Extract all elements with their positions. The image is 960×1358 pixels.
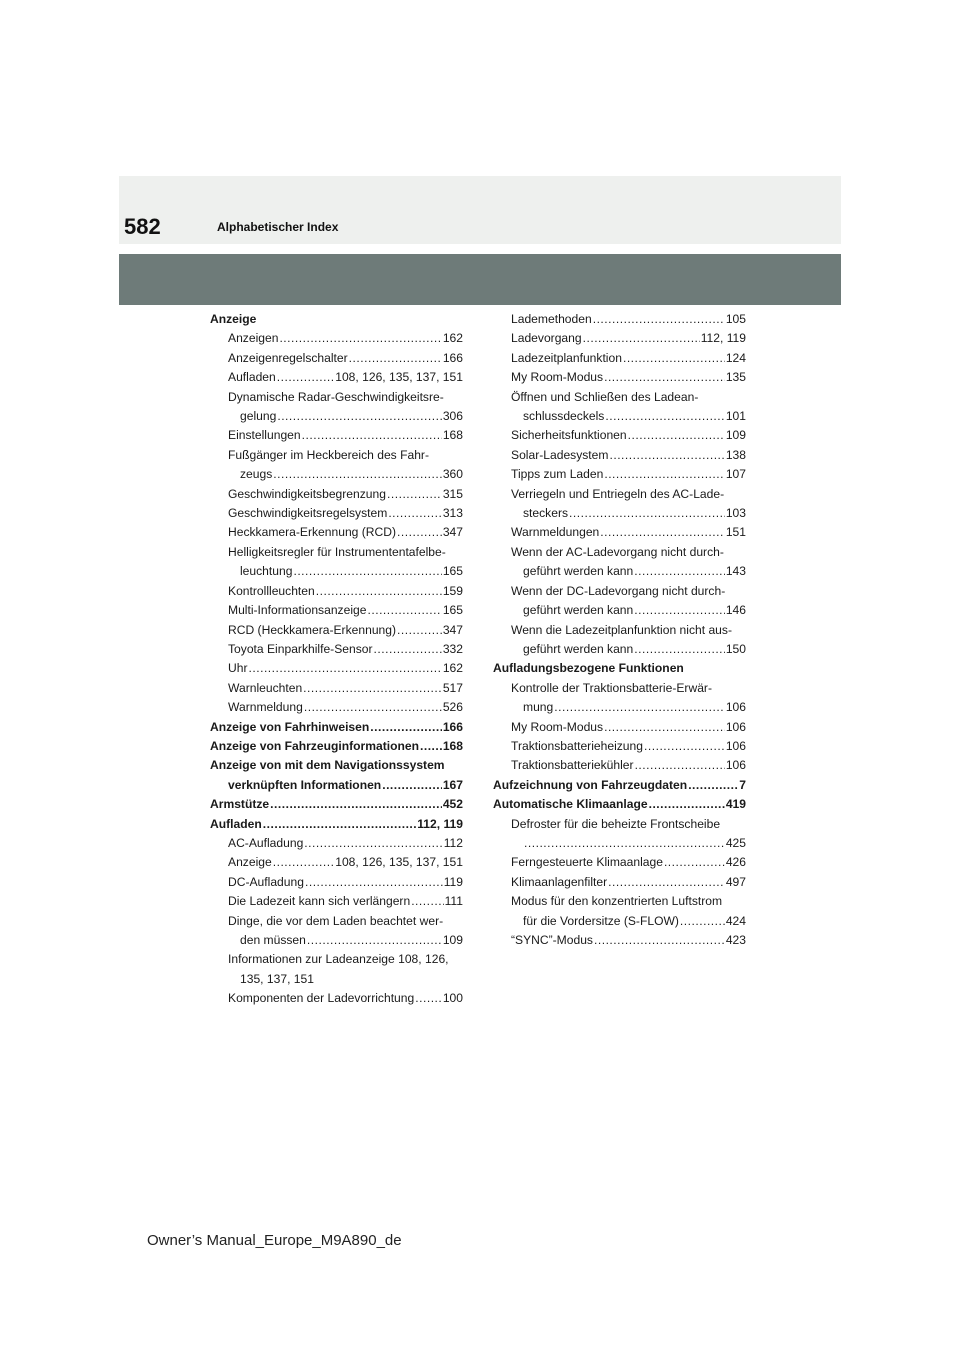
index-main-entry (210, 718, 463, 737)
footer-document-id: Owner’s Manual_Europe_M9A890_de (147, 1232, 402, 1249)
dot-leader (415, 989, 442, 1008)
dot-leader (635, 756, 725, 775)
index-sub-entry (210, 873, 463, 892)
index-sub-entry (210, 388, 463, 407)
entry-text: gelung (240, 409, 277, 424)
dot-leader (349, 349, 442, 368)
entry-text: leuchtung (240, 564, 293, 579)
dot-leader (524, 834, 725, 853)
entry-text: Anzeige von Fahrzeuginformationen (210, 738, 419, 753)
index-sub-entry (493, 698, 746, 717)
index-sub-entry (210, 349, 463, 368)
dot-leader (680, 912, 725, 931)
index-sub-entry (493, 873, 746, 892)
dot-leader (367, 601, 441, 620)
entry-text: Sicherheitsfunktionen (511, 428, 627, 443)
section-title: Alphabetischer Index (217, 220, 339, 234)
dot-leader (634, 601, 725, 620)
index-sub-entry (210, 407, 463, 426)
dot-leader (594, 931, 725, 950)
entry-page-ref: 146 (725, 603, 746, 618)
dot-leader (664, 853, 725, 872)
entry-page-ref: 111 (444, 894, 463, 909)
entry-text: Öffnen und Schließen des Ladean- (511, 389, 699, 404)
entry-page-ref: 108, 126, 135, 137, 151 (335, 855, 463, 870)
index-sub-entry (210, 446, 463, 465)
entry-page-ref: 526 (442, 700, 463, 715)
entry-page-ref: 347 (442, 622, 463, 637)
entry-text: RCD (Heckkamera-Erkennung) (228, 622, 397, 637)
entry-page-ref: 315 (442, 486, 463, 501)
entry-page-ref: 109 (725, 428, 746, 443)
index-sub-entry (493, 523, 746, 542)
entry-text: Defroster für die beheizte Frontscheibe (511, 816, 721, 831)
index-column-right (493, 310, 746, 950)
entry-text: Wenn der DC-Ladevorgang nicht durch- (511, 583, 726, 598)
entry-page-ref: 313 (442, 506, 463, 521)
entry-page-ref: 332 (442, 641, 463, 656)
index-sub-entry (210, 970, 463, 989)
index-main-entry (493, 659, 746, 678)
entry-text: verknüpften Informationen (228, 777, 382, 792)
index-sub-entry (493, 349, 746, 368)
dot-leader (688, 776, 738, 795)
entry-text: Warnmeldungen (511, 525, 600, 540)
dot-leader (411, 892, 443, 911)
entry-text: Ladevorgang (511, 331, 582, 346)
dot-leader (608, 873, 725, 892)
index-sub-entry (210, 640, 463, 659)
entry-page-ref: 119 (443, 874, 463, 889)
index-sub-entry (493, 543, 746, 562)
dot-leader (604, 368, 725, 387)
index-sub-entry (210, 562, 463, 581)
index-column-left (210, 310, 463, 1009)
index-sub-entry (493, 388, 746, 407)
dot-leader (387, 485, 442, 504)
dot-leader (605, 407, 724, 426)
entry-text: geführt werden kann (523, 641, 634, 656)
entry-page-ref: 423 (725, 933, 746, 947)
entry-page-ref: 165 (442, 564, 463, 579)
index-sub-entry (493, 485, 746, 504)
dot-leader (277, 407, 441, 426)
dot-leader (249, 659, 442, 678)
dot-leader (420, 737, 442, 756)
entry-page-ref: 151 (725, 525, 746, 540)
entry-text: Armstütze (210, 797, 270, 812)
dot-leader (382, 776, 442, 795)
index-sub-entry (493, 912, 746, 931)
index-sub-entry (210, 892, 463, 911)
entry-text: Informationen zur Ladeanzeige 108, 126, (228, 952, 449, 967)
entry-text: mung (523, 700, 554, 715)
dot-leader (304, 834, 442, 853)
index-sub-entry (493, 834, 746, 853)
index-sub-entry (210, 621, 463, 640)
entry-text: Dinge, die vor dem Laden beachtet wer- (228, 913, 444, 928)
dot-leader (307, 931, 442, 950)
dot-leader (600, 523, 725, 542)
dot-leader (593, 310, 725, 329)
entry-page-ref: 143 (725, 564, 746, 579)
entry-text: geführt werden kann (523, 564, 634, 579)
entry-text: Lademethoden (511, 312, 592, 326)
index-sub-entry (210, 601, 463, 620)
entry-text: Toyota Einparkhilfe-Sensor (228, 641, 373, 656)
entry-text: Traktionsbatterieheizung (511, 738, 643, 753)
entry-text: Anzeige (228, 855, 272, 870)
entry-text: Uhr (228, 661, 248, 676)
index-sub-entry (493, 621, 746, 640)
entry-page-ref: 135 (725, 370, 746, 385)
index-sub-entry (493, 426, 746, 445)
entry-text: Klimaanlagenfilter (511, 874, 608, 889)
index-sub-entry (210, 523, 463, 542)
index-sub-entry (210, 912, 463, 931)
entry-text: Helligkeitsregler für Instrumententafelbe- (228, 544, 446, 559)
entry-text: zeugs (240, 467, 273, 482)
entry-page-ref: 166 (442, 350, 463, 365)
entry-page-ref: 419 (725, 797, 746, 812)
index-sub-entry (210, 776, 463, 795)
index-sub-entry (493, 582, 746, 601)
dot-leader (397, 523, 442, 542)
entry-page-ref: 7 (739, 777, 746, 792)
entry-text: My Room-Modus (511, 370, 604, 385)
entry-text: Ferngesteuerte Klimaanlage (511, 855, 663, 870)
dot-leader (370, 718, 442, 737)
entry-text: Heckkamera-Erkennung (RCD) (228, 525, 397, 540)
entry-text: Solar-Ladesystem (511, 447, 609, 462)
entry-text: Traktionsbatteriekühler (511, 758, 634, 773)
index-sub-entry (493, 931, 746, 950)
entry-text: Anzeige (210, 312, 257, 326)
entry-text: Aufzeichnung von Fahrzeugdaten (493, 777, 688, 792)
dot-leader (305, 873, 443, 892)
entry-text: My Room-Modus (511, 719, 604, 734)
dot-leader (304, 698, 442, 717)
entry-page-ref: 424 (725, 913, 746, 928)
index-sub-entry (493, 329, 746, 348)
dot-leader (634, 562, 725, 581)
entry-page-ref: 167 (442, 777, 463, 792)
index-sub-entry (210, 679, 463, 698)
entry-text: Dynamische Radar-Geschwindigkeitsre- (228, 389, 444, 404)
entry-text: Verriegeln und Entriegeln des AC-Lade- (511, 486, 725, 501)
index-sub-entry (210, 950, 463, 969)
index-main-entry (210, 737, 463, 756)
entry-page-ref: 425 (725, 835, 746, 850)
index-sub-entry (493, 853, 746, 872)
dot-leader (583, 329, 700, 348)
index-sub-entry (210, 834, 463, 853)
index-sub-entry (493, 504, 746, 523)
index-sub-entry (493, 718, 746, 737)
entry-text: Einstellungen (228, 428, 301, 443)
entry-page-ref: 106 (725, 758, 746, 773)
entry-page-ref: 162 (442, 661, 463, 676)
dot-leader (397, 621, 442, 640)
entry-text: Anzeigen (228, 331, 279, 346)
entry-text: Anzeige von Fahrhinweisen (210, 719, 370, 734)
entry-page-ref: 306 (442, 409, 463, 424)
entry-text: 135, 137, 151 (240, 971, 314, 986)
dot-leader (303, 679, 442, 698)
entry-page-ref: 162 (442, 331, 463, 346)
entry-page-ref: 168 (442, 738, 463, 753)
index-sub-entry (493, 601, 746, 620)
index-sub-entry (210, 543, 463, 562)
entry-text: Geschwindigkeitsregelsystem (228, 506, 388, 521)
entry-page-ref: 112, 119 (700, 331, 746, 346)
entry-text: Tipps zum Laden (511, 467, 604, 482)
index-main-entry (493, 776, 746, 795)
index-sub-entry (210, 659, 463, 678)
entry-text: Automatische Klimaanlage (493, 797, 648, 812)
index-sub-entry (493, 640, 746, 659)
entry-text: Warnleuchten (228, 680, 303, 695)
dot-leader (316, 582, 442, 601)
dot-leader (263, 815, 417, 834)
index-sub-entry (210, 329, 463, 348)
dot-leader (569, 504, 725, 523)
entry-text: Multi-Informationsanzeige (228, 603, 367, 618)
index-sub-entry (210, 989, 463, 1008)
index-sub-entry (493, 679, 746, 698)
entry-page-ref: 159 (442, 583, 463, 598)
index-sub-entry (493, 815, 746, 834)
entry-text: den müssen (240, 933, 306, 947)
entry-text: DC-Aufladung (228, 874, 304, 889)
index-sub-entry (493, 756, 746, 775)
entry-text: Modus für den konzentrierten Luftstrom (511, 894, 723, 909)
index-sub-entry (493, 892, 746, 911)
dot-leader (644, 737, 725, 756)
dot-leader (388, 504, 442, 523)
entry-page-ref: 426 (725, 855, 746, 870)
entry-page-ref: 497 (725, 874, 746, 889)
entry-page-ref: 108, 126, 135, 137, 151 (335, 370, 463, 385)
entry-text: Warnmeldung (228, 700, 303, 715)
entry-page-ref: 103 (725, 506, 746, 521)
entry-text: Kontrolle der Traktionsbatterie-Erwär- (511, 680, 712, 695)
entry-page-ref: 150 (725, 641, 746, 656)
entry-text: Komponenten der Ladevorrichtung (228, 991, 415, 1006)
index-sub-entry (493, 562, 746, 581)
index-sub-entry (210, 931, 463, 950)
entry-text: Aufladungsbezogene Funktionen (493, 661, 684, 676)
index-main-entry (210, 756, 463, 775)
dot-leader (634, 640, 725, 659)
index-sub-entry (210, 582, 463, 601)
entry-page-ref: 138 (725, 447, 746, 462)
entry-page-ref: 109 (442, 933, 463, 947)
index-sub-entry (210, 698, 463, 717)
index-sub-entry (210, 368, 463, 387)
entry-page-ref: 124 (725, 350, 746, 365)
entry-text: Aufladen (228, 370, 276, 385)
index-sub-entry (493, 310, 746, 329)
entry-page-ref: 100 (442, 991, 463, 1006)
index-sub-entry (493, 465, 746, 484)
entry-text: Kontrollleuchten (228, 583, 315, 598)
dot-leader (628, 426, 725, 445)
dot-leader (604, 718, 725, 737)
entry-text: “SYNC”-Modus (511, 933, 593, 947)
dot-leader (279, 329, 441, 348)
index-main-entry (493, 795, 746, 814)
dot-leader (293, 562, 441, 581)
entry-page-ref: 452 (442, 797, 463, 812)
index-sub-entry (493, 407, 746, 426)
index-sub-entry (210, 504, 463, 523)
dot-leader (277, 368, 334, 387)
index-sub-entry (493, 446, 746, 465)
entry-text: Anzeige von mit dem Navigationssystem (210, 758, 445, 773)
index-main-entry (210, 815, 463, 834)
index-sub-entry (210, 485, 463, 504)
entry-text: Die Ladezeit kann sich verlängern (228, 894, 411, 909)
dot-leader (374, 640, 442, 659)
dot-leader (273, 465, 442, 484)
entry-text: Wenn der AC-Ladevorgang nicht durch- (511, 544, 724, 559)
entry-text: steckers (523, 506, 569, 521)
entry-page-ref: 106 (725, 700, 746, 715)
entry-page-ref: 106 (725, 719, 746, 734)
entry-page-ref: 101 (725, 409, 746, 424)
index-sub-entry (210, 465, 463, 484)
dot-leader (649, 795, 725, 814)
entry-text: schlussdeckels (523, 409, 605, 424)
dot-leader (609, 446, 724, 465)
dot-leader (554, 698, 725, 717)
entry-page-ref: 112 (443, 835, 463, 850)
entry-page-ref: 105 (725, 312, 746, 326)
entry-page-ref: 360 (442, 467, 463, 482)
entry-text: Ladezeitplanfunktion (511, 350, 622, 365)
entry-page-ref: 168 (442, 428, 463, 443)
dot-leader (273, 853, 335, 872)
index-sub-entry (210, 853, 463, 872)
dot-leader (623, 349, 725, 368)
entry-text: geführt werden kann (523, 603, 634, 618)
index-main-entry (210, 310, 463, 329)
index-sub-entry (210, 426, 463, 445)
entry-page-ref: 107 (725, 467, 746, 482)
entry-text: Anzeigenregelschalter (228, 350, 348, 365)
entry-text: für die Vordersitze (S-FLOW) (523, 913, 679, 928)
section-banner (119, 254, 841, 305)
entry-page-ref: 347 (442, 525, 463, 540)
dot-leader (270, 795, 442, 814)
index-main-entry (210, 795, 463, 814)
entry-page-ref: 106 (725, 738, 746, 753)
entry-page-ref: 112, 119 (417, 816, 463, 831)
entry-text: Fußgänger im Heckbereich des Fahr- (228, 447, 429, 462)
index-sub-entry (493, 737, 746, 756)
dot-leader (302, 426, 442, 445)
page-number: 582 (124, 214, 161, 239)
dot-leader (604, 465, 724, 484)
entry-text: AC-Aufladung (228, 835, 304, 850)
entry-page-ref: 517 (442, 680, 463, 695)
entry-page-ref: 165 (442, 603, 463, 618)
index-sub-entry (493, 368, 746, 387)
entry-text: Aufladen (210, 816, 262, 831)
entry-page-ref: 166 (442, 719, 463, 734)
entry-text: Geschwindigkeitsbegrenzung (228, 486, 386, 501)
entry-text: Wenn die Ladezeitplanfunktion nicht aus- (511, 622, 732, 637)
